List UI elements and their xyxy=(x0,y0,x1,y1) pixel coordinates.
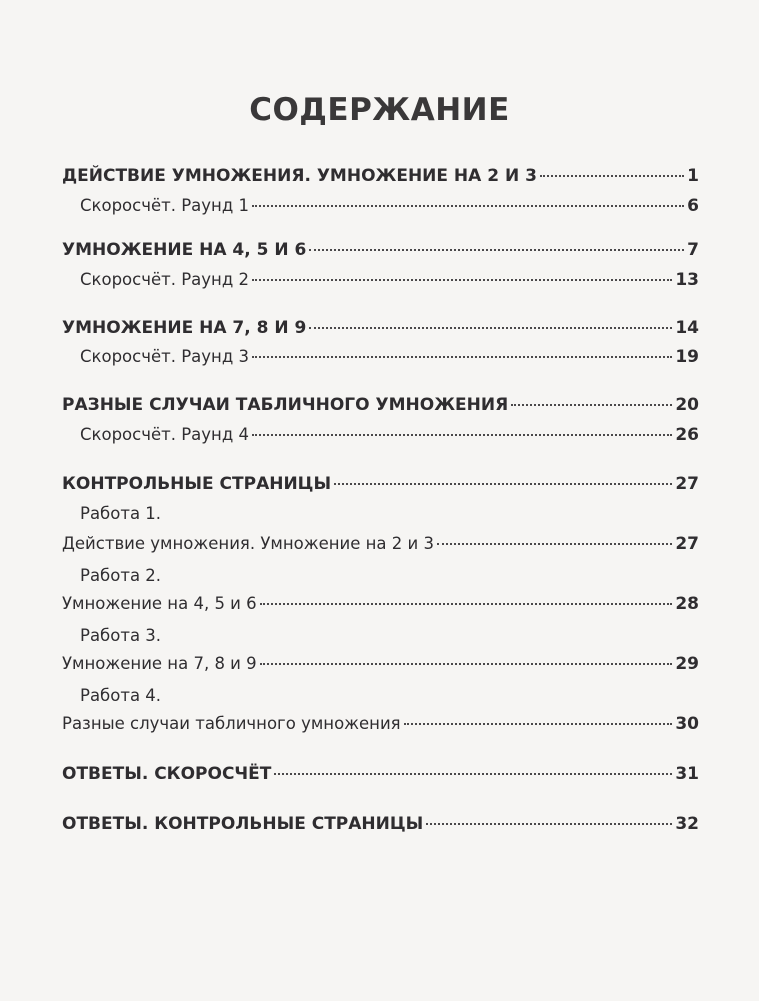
toc-page-number: 31 xyxy=(675,764,699,784)
toc-page-number: 13 xyxy=(675,270,699,290)
toc-page-number: 32 xyxy=(675,814,699,834)
dot-leader xyxy=(309,327,672,329)
dot-leader xyxy=(540,175,684,177)
toc-page-number: 26 xyxy=(675,425,699,445)
toc-entry-subsection[interactable] xyxy=(80,425,699,445)
toc-page-number: 19 xyxy=(675,347,699,367)
toc-entry-section[interactable] xyxy=(62,318,699,338)
toc-page-number: 7 xyxy=(687,240,699,260)
dot-leader xyxy=(437,543,672,545)
toc-entry-title: ДЕЙСТВИЕ УМНОЖЕНИЯ. УМНОЖЕНИЕ НА 2 И 3 xyxy=(62,166,537,186)
dot-leader xyxy=(260,603,673,605)
toc-page-number: 30 xyxy=(675,714,699,734)
dot-leader xyxy=(252,279,672,281)
toc-entry-section[interactable] xyxy=(62,395,699,415)
toc-page-number: 27 xyxy=(675,534,699,554)
toc-entry-work[interactable] xyxy=(62,594,699,614)
toc-entry-title: Умножение на 4, 5 и 6 xyxy=(62,594,257,613)
toc-page-number: 29 xyxy=(675,654,699,674)
toc-entry-title: КОНТРОЛЬНЫЕ СТРАНИЦЫ xyxy=(62,474,332,494)
toc-page-number: 1 xyxy=(687,166,699,186)
toc-entry-title: УМНОЖЕНИЕ НА 4, 5 И 6 xyxy=(62,240,307,260)
toc-entry-title: Скоросчёт. Раунд 2 xyxy=(80,270,249,289)
toc-entry-title: ОТВЕТЫ. КОНТРОЛЬНЫЕ СТРАНИЦЫ xyxy=(62,814,424,834)
dot-leader xyxy=(260,663,673,665)
toc-entry-title: УМНОЖЕНИЕ НА 7, 8 И 9 xyxy=(62,318,307,338)
toc-page-number: 27 xyxy=(675,474,699,494)
work-label: Работа 1. xyxy=(80,504,162,523)
toc-entry-title: Действие умножения. Умножение на 2 и 3 xyxy=(62,534,434,553)
toc-entry-title: Скоросчёт. Раунд 3 xyxy=(80,347,249,366)
toc-entry-section[interactable] xyxy=(62,474,699,494)
toc-page-number: 14 xyxy=(675,318,699,338)
dot-leader xyxy=(426,823,672,825)
toc-entry-title: Умножение на 7, 8 и 9 xyxy=(62,654,257,673)
toc-entry-title: ОТВЕТЫ. СКОРОСЧЁТ xyxy=(62,764,272,784)
toc-page-number: 20 xyxy=(675,395,699,415)
toc-entry-subsection[interactable] xyxy=(80,347,699,367)
work-label: Работа 2. xyxy=(80,566,162,585)
work-label: Работа 3. xyxy=(80,626,162,645)
dot-leader xyxy=(309,249,684,251)
dot-leader xyxy=(404,723,673,725)
toc-entry-work[interactable] xyxy=(62,654,699,674)
dot-leader xyxy=(511,404,672,406)
dot-leader xyxy=(252,356,672,358)
toc-entry-section[interactable] xyxy=(62,764,699,784)
toc-page-number: 6 xyxy=(687,196,699,216)
toc-entry-work[interactable] xyxy=(62,534,699,554)
toc-entry-title: Скоросчёт. Раунд 1 xyxy=(80,196,249,215)
dot-leader xyxy=(334,483,672,485)
dot-leader xyxy=(252,205,684,207)
toc-entry-title: Разные случаи табличного умножения xyxy=(62,714,401,733)
work-label: Работа 4. xyxy=(80,686,162,705)
toc-entry-section[interactable] xyxy=(62,240,699,260)
dot-leader xyxy=(274,773,672,775)
dot-leader xyxy=(252,434,672,436)
toc-entry-title: Скоросчёт. Раунд 4 xyxy=(80,425,249,444)
toc-entry-work[interactable] xyxy=(62,714,699,734)
toc-entry-section[interactable] xyxy=(62,814,699,834)
toc-entry-section[interactable] xyxy=(62,166,699,186)
page-title: СОДЕРЖАНИЕ xyxy=(249,92,510,128)
toc-entry-subsection[interactable] xyxy=(80,270,699,290)
toc-page-number: 28 xyxy=(675,594,699,614)
toc-entry-subsection[interactable] xyxy=(80,196,699,216)
toc-entry-title: РАЗНЫЕ СЛУЧАИ ТАБЛИЧНОГО УМНОЖЕНИЯ xyxy=(62,395,509,415)
